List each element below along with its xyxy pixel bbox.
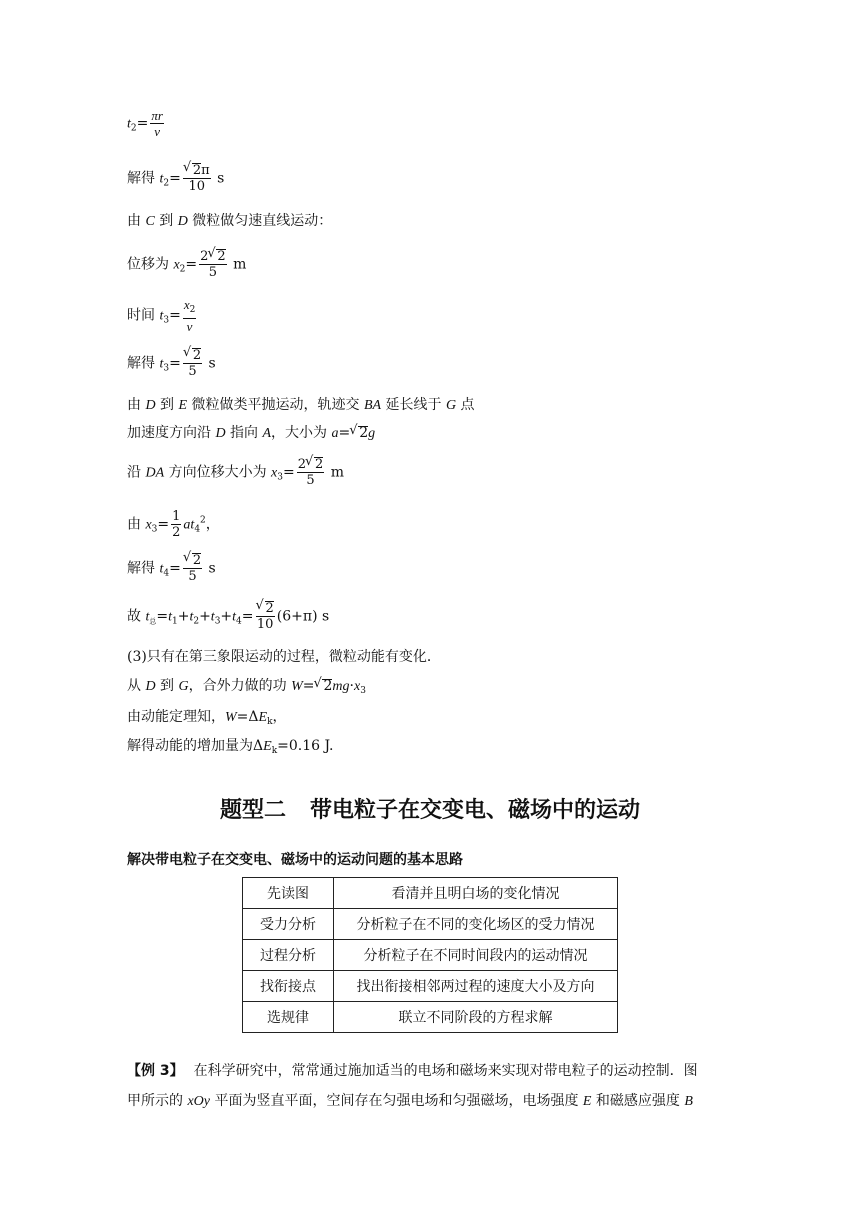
table-cell-step: 找衔接点 (243, 971, 334, 1002)
coefficient: 2 (297, 457, 306, 472)
plus: + (177, 608, 190, 625)
subscript: 3 (163, 363, 170, 374)
line-ba: BA (363, 398, 382, 413)
table-row (243, 971, 618, 1002)
approach-table (242, 877, 618, 1033)
unit: m (233, 256, 247, 273)
denominator: 5 (199, 264, 227, 280)
numerator (183, 297, 197, 318)
subscript: 3 (360, 686, 366, 696)
equation-t2-result (127, 163, 224, 194)
subscript: 3 (277, 472, 283, 483)
denominator: 5 (183, 568, 202, 584)
unit: m (330, 464, 345, 481)
equation-work-energy (127, 708, 287, 731)
text: 到 (154, 213, 178, 229)
text: 甲所示的 (127, 1093, 188, 1109)
fraction (183, 348, 202, 379)
var-t: t (159, 171, 164, 187)
var-x: x (183, 297, 190, 312)
var-e: E (263, 739, 272, 754)
var-t: t (159, 308, 164, 324)
denominator: 10 (183, 178, 211, 194)
heading-title: 带电粒子在交变电、磁场中的运动 (310, 798, 641, 823)
dot: · (349, 678, 354, 694)
subscript: 4 (194, 524, 201, 535)
point-d: D (177, 214, 188, 229)
subscript: 2 (163, 178, 170, 189)
subscript: 3 (163, 315, 170, 326)
table-row (243, 1002, 618, 1033)
denominator: 2 (172, 525, 181, 540)
var-x: x (353, 679, 361, 694)
point-a: A (262, 426, 272, 441)
equals: = (241, 608, 254, 625)
text: 故 (127, 608, 146, 625)
equals: = (302, 678, 315, 694)
var-x: x (271, 465, 278, 481)
text: 方向位移大小为 (164, 464, 272, 481)
text: ，大小为 (271, 425, 332, 441)
text: 指向 (225, 425, 263, 441)
fraction (183, 163, 211, 194)
equation-work (127, 677, 366, 700)
coefficient: 2 (200, 249, 209, 264)
subscript: 1 (171, 616, 178, 627)
point-d: D (145, 679, 156, 694)
table-row (243, 909, 618, 940)
point-d: D (145, 398, 156, 413)
text: (3)只有在第三象限运动的过程，微粒动能有变化． (127, 649, 441, 665)
text: 由动能定理知， (127, 709, 225, 725)
text: 和磁感应强度 (591, 1093, 685, 1109)
equation-t3-definition (127, 297, 198, 334)
equals: = (136, 115, 149, 132)
equation-x3 (127, 457, 344, 488)
table-cell-description: 看清并且明白场的变化情况 (334, 878, 618, 909)
var-w: W (291, 679, 303, 694)
text: 到 (155, 397, 179, 413)
denominator: 5 (183, 363, 202, 379)
equation-t2-definition (127, 108, 166, 139)
var-b: B (684, 1094, 693, 1109)
sqrt-radicand: √ 2 (265, 601, 274, 615)
fraction (183, 297, 197, 334)
pi: π (201, 163, 210, 178)
text-part-3 (127, 648, 441, 666)
text: ， (272, 709, 287, 725)
equals: = (169, 307, 181, 324)
subheading: 解决带电粒子在交变电、磁场中的运动问题的基本思路 (127, 852, 463, 868)
numerator: πr (151, 108, 163, 123)
fraction (297, 457, 325, 488)
denominator: v (183, 318, 197, 334)
point-g: G (445, 398, 457, 413)
unit: s (208, 355, 216, 372)
denominator: 5 (297, 472, 325, 488)
unit: s (208, 560, 216, 577)
subscript: 2 (193, 616, 200, 627)
equals: = (169, 560, 181, 577)
var-w: W (225, 710, 237, 725)
text: 从 (127, 678, 146, 694)
denominator: v (150, 123, 164, 139)
equals: = (282, 464, 295, 481)
point-d: D (215, 426, 226, 441)
sqrt-radicand: √ 2 (216, 249, 225, 263)
text: 点 (456, 397, 475, 413)
equals: = (169, 170, 181, 187)
subscript: 2 (130, 123, 137, 134)
numerator (199, 249, 227, 264)
fraction (183, 553, 202, 584)
var-t: t (127, 116, 131, 132)
subscript: 4 (163, 568, 170, 579)
numerator (183, 348, 202, 363)
fraction (199, 249, 227, 280)
numerator (183, 553, 202, 568)
text: 解得 (127, 560, 160, 577)
fraction (150, 108, 164, 139)
equation-x2 (127, 249, 246, 280)
equation-total-time (127, 601, 329, 632)
subscript: 2 (179, 264, 186, 275)
plane-xoy: xOy (187, 1094, 210, 1109)
var-g: g (368, 426, 376, 441)
var-t: t (232, 609, 237, 625)
sqrt-radicand: √ 2 (322, 679, 332, 693)
var-x: x (173, 257, 180, 273)
text: 解得 (127, 355, 160, 372)
equals: = (185, 256, 198, 273)
table-cell-step: 受力分析 (243, 909, 334, 940)
sqrt-radicand: √ 2 (358, 426, 368, 440)
table-cell-description: 分析粒子在不同时间段内的运动情况 (334, 940, 618, 971)
var-e: E (582, 1094, 592, 1109)
superscript: 2 (200, 515, 206, 526)
text: 由 (127, 397, 146, 413)
denominator: 10 (256, 617, 274, 632)
subscript: k (267, 717, 273, 727)
sqrt-radicand: √ 2 (192, 348, 201, 362)
point-c: C (145, 214, 155, 229)
var-e: E (258, 710, 268, 725)
table-cell-description: 联立不同阶段的方程求解 (334, 1002, 618, 1033)
equals: =Δ (236, 709, 259, 725)
sqrt-radicand: √ 2 (192, 163, 201, 177)
unit: s (217, 170, 225, 187)
text-c-to-d (127, 212, 332, 231)
plus: + (199, 608, 211, 625)
table-cell-step: 选规律 (243, 1002, 334, 1033)
example-line-1 (127, 1056, 737, 1086)
var-x: x (145, 517, 152, 533)
text: 位移为 (127, 256, 174, 273)
text: =0.16 J. (277, 738, 334, 754)
text: 平面为竖直平面，空间存在匀强电场和匀强磁场，电场强度 (210, 1093, 583, 1109)
text: 延长线于 (381, 397, 446, 413)
sqrt-radicand: √ 2 (314, 457, 323, 471)
subscript: 3 (151, 524, 158, 535)
var-t: t (210, 609, 215, 625)
table-cell-description: 分析粒子在不同的变化场区的受力情况 (334, 909, 618, 940)
equals: = (169, 355, 181, 372)
text: 时间 (127, 307, 160, 324)
var-t: t (189, 609, 194, 625)
fraction (171, 509, 181, 540)
example-line-2 (127, 1086, 737, 1117)
text: ， (205, 516, 220, 533)
table-cell-description: 找出衔接相邻两过程的速度大小及方向 (334, 971, 618, 1002)
text: 加速度方向沿 (127, 425, 216, 441)
example-3 (127, 1056, 737, 1117)
equals: = (156, 608, 169, 625)
var-t: t (159, 356, 164, 372)
equation-t3-result (127, 348, 216, 379)
numerator (297, 457, 325, 472)
fraction (256, 601, 275, 632)
text: 微粒做匀速直线运动： (187, 213, 333, 229)
point-e: E (178, 398, 188, 413)
equation-energy-result (127, 737, 333, 760)
table-cell-step: 先读图 (243, 878, 334, 909)
heading-label: 题型二 (219, 798, 286, 823)
text: 由 (127, 213, 146, 229)
numerator (256, 601, 275, 616)
text: 沿 (127, 464, 146, 481)
text: 解得动能的增加量为Δ (127, 738, 264, 754)
subscript: 3 (214, 616, 221, 627)
text: 由 (127, 516, 146, 533)
point-g: G (178, 679, 189, 694)
var-t: t (168, 609, 172, 625)
text: (6+π) (276, 608, 318, 625)
sqrt-radicand: √ 2 (192, 553, 201, 567)
text-d-to-e (127, 396, 475, 415)
example-tag: 【例 3】 (127, 1063, 184, 1079)
subscript: k (271, 746, 278, 756)
plus: + (220, 608, 233, 625)
text: 在科学研究中，常常通过施加适当的电场和磁场来实现对带电粒子的运动控制．图 (193, 1063, 698, 1079)
text: 到 (155, 678, 179, 694)
unit: s (317, 608, 330, 625)
subscript: 2 (189, 305, 196, 315)
table-row (243, 940, 618, 971)
equation-t4-result (127, 553, 216, 584)
text: 微粒做类平抛运动，轨迹交 (187, 397, 364, 413)
var-t: t (159, 561, 164, 577)
equation-x3-kinematics (127, 509, 220, 540)
table-row (243, 878, 618, 909)
equals: = (338, 425, 351, 441)
var-mg: mg (332, 679, 350, 694)
line-da: DA (145, 465, 165, 481)
text: 解得 (127, 170, 160, 187)
numerator: 1 (172, 509, 181, 524)
subscript: 总 (149, 617, 157, 626)
var-a: a (331, 426, 339, 441)
text-acceleration (127, 424, 375, 443)
numerator (183, 163, 211, 178)
var-at: at (183, 517, 195, 533)
var-t: t (145, 609, 150, 625)
table-cell-step: 过程分析 (243, 940, 334, 971)
subscript: 4 (236, 616, 242, 627)
section-heading (0, 793, 860, 824)
text: ，合外力做的功 (188, 678, 292, 694)
equals: = (157, 516, 170, 533)
